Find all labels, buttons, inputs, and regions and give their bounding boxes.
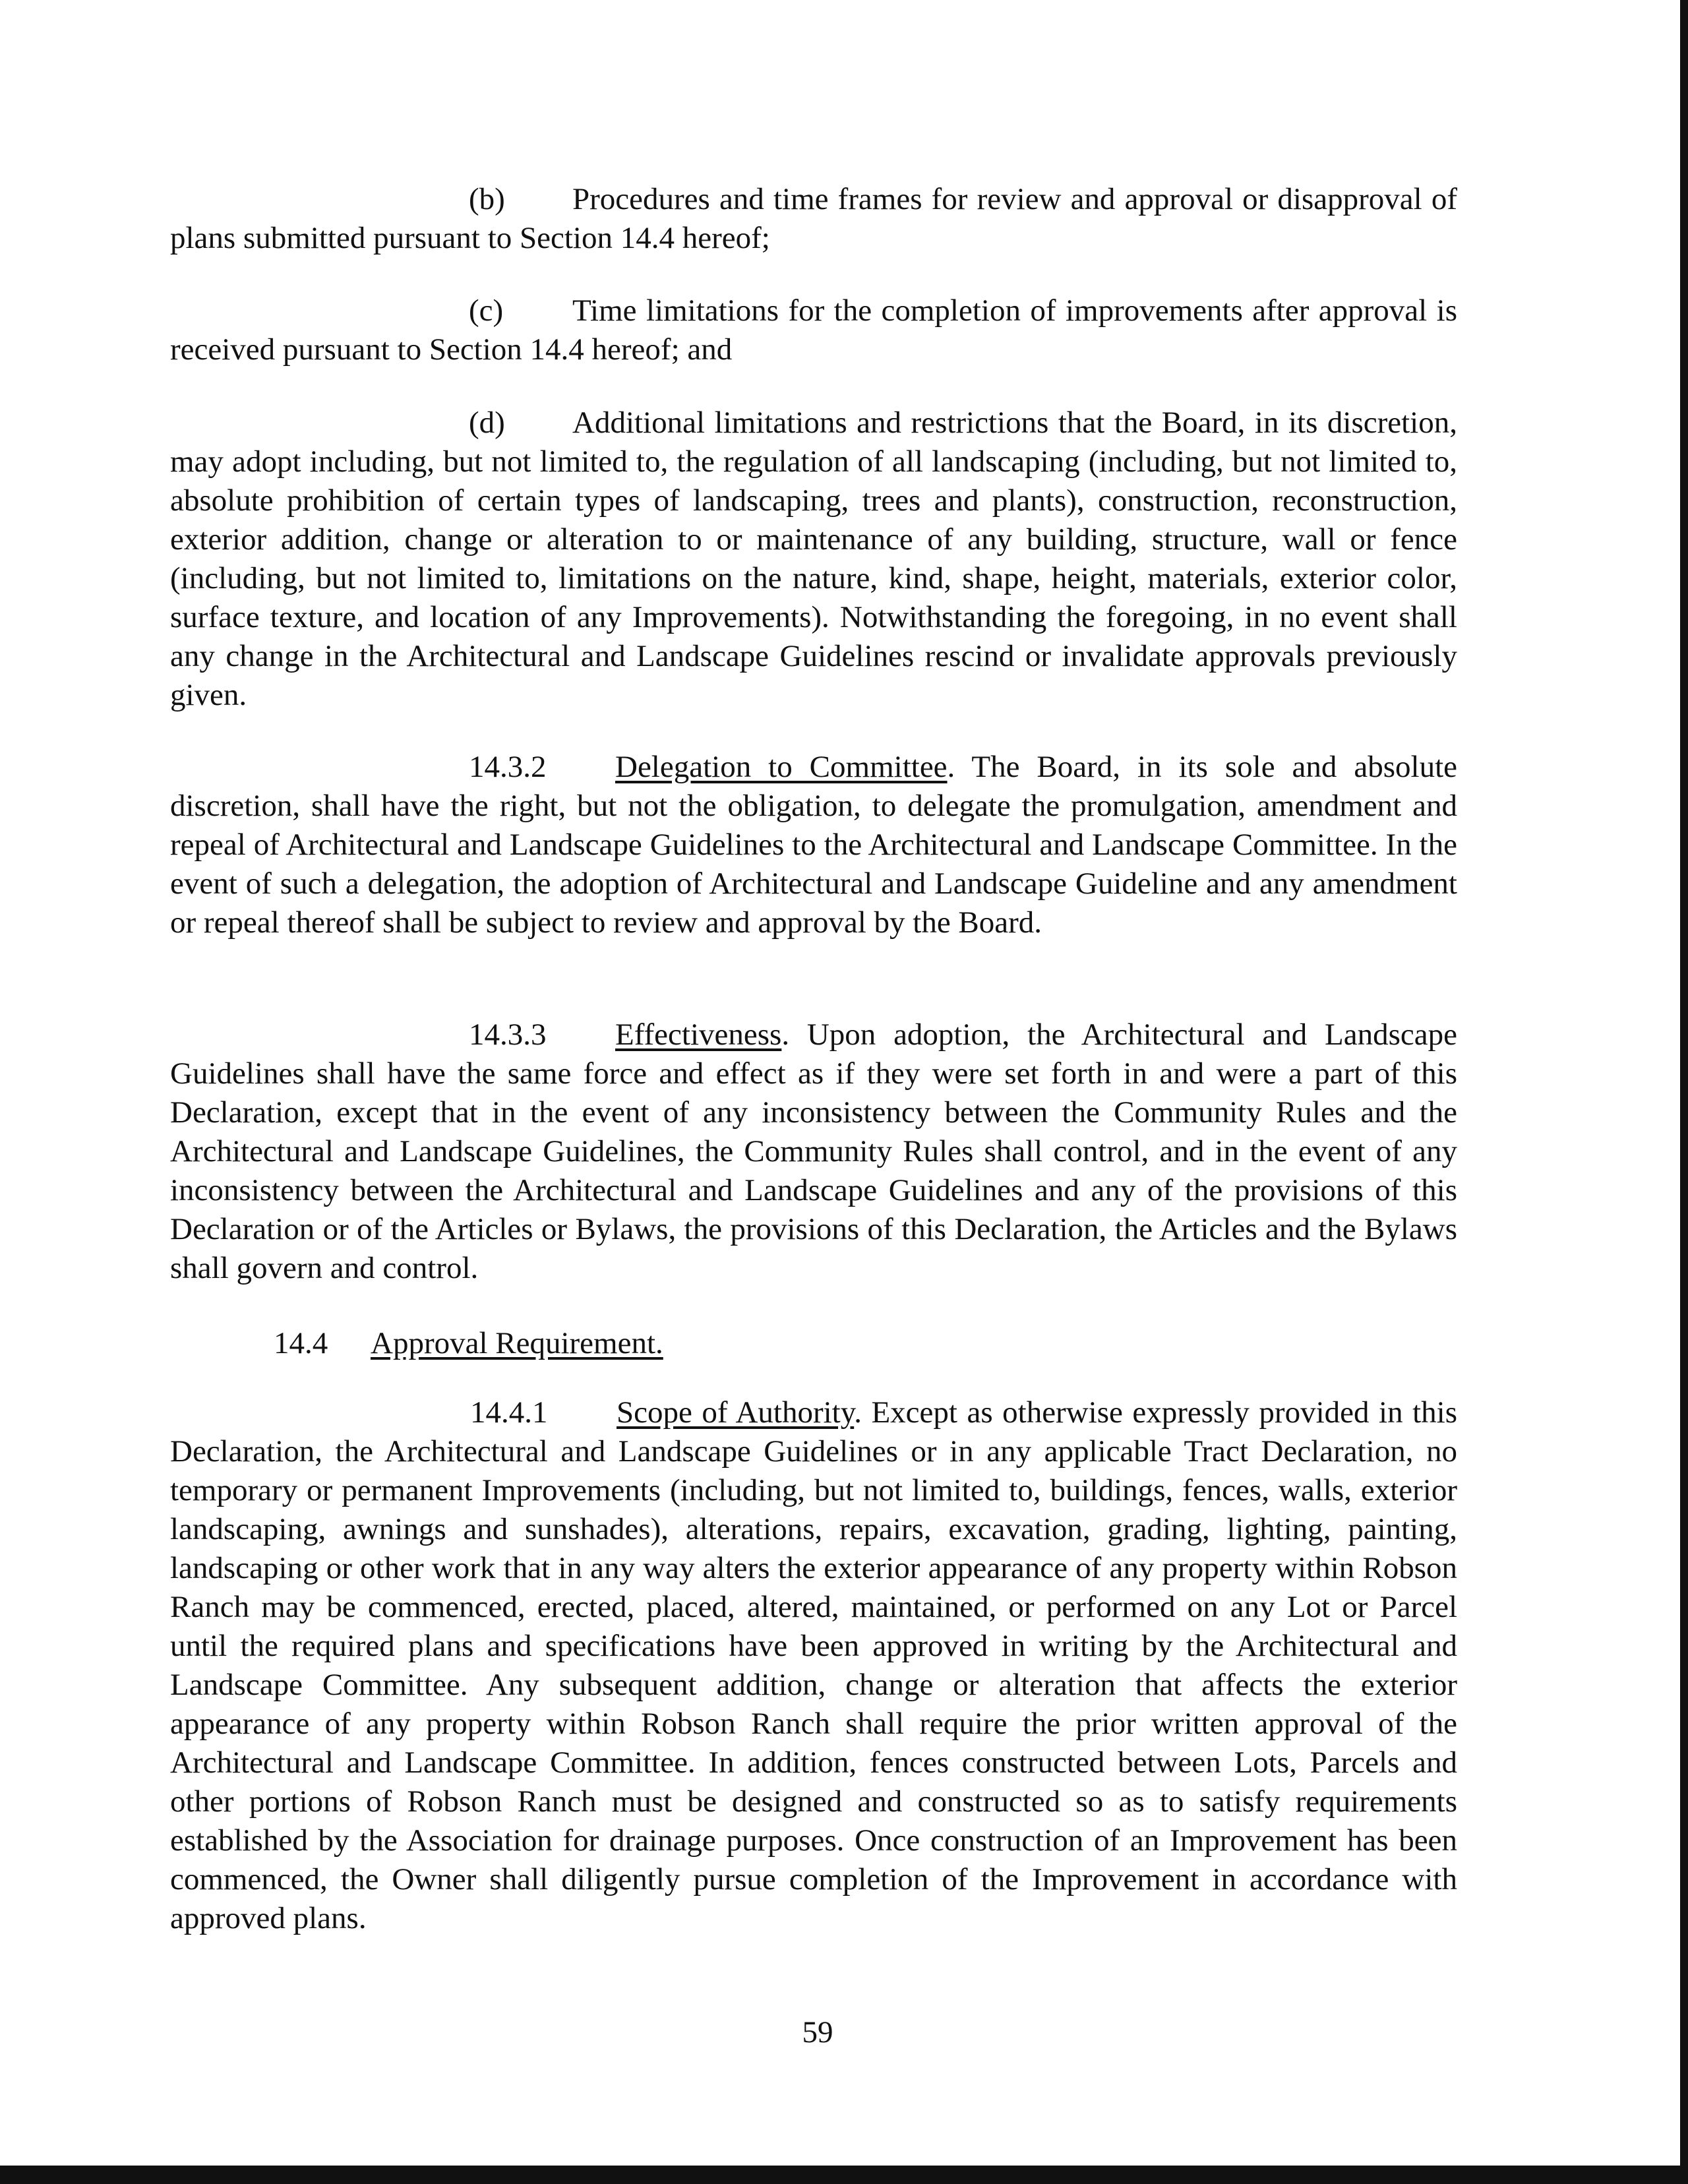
section-14-3-3-text: . Upon adoption, the Architectural and Landscape Guidelines shall have the same force and effect as if they were set forth in and were a part of this Declaration, except that in the event of any inconsistency between the Community Rules and the Architectural and Landscape Guidelines, the Community Rules shall control, and in the event of any inconsistency between the Architectural and Landscape Guidelines and any of the provisions of this Declaration or of the Articles or Bylaws, the provisions of this Declaration, the Articles and the Bylaws shall govern and control. <box>170 1017 1457 1285</box>
section-14-4-heading <box>274 1324 663 1363</box>
paragraph-d-label: (d) <box>469 406 505 440</box>
section-14-4-number: 14.4 <box>274 1326 328 1360</box>
section-14-4-1-title: Scope of Authority <box>617 1395 855 1430</box>
page-number: 59 <box>802 2015 833 2049</box>
paragraph-d <box>170 404 1457 715</box>
paragraph-d-text: Additional limitations and restrictions that the Board, in its discretion, may adopt including, but not limited to, the regulation of all landscaping (including, but not limited to, absolute prohibition of certain types of landscaping, trees and plants), construction, reconstruction, exterior addition, change or alteration to or maintenance of any building, structure, wall or fence (including, but not limited to, limitations on the nature, kind, shape, height, materials, exterior color, surface texture, and location of any Improvements). Notwithstanding the foregoing, in no event shall any change in the Architectural and Landscape Guidelines rescind or invalidate approvals previously given. <box>170 406 1457 712</box>
section-14-4-title: Approval Requirement. <box>371 1326 663 1360</box>
section-14-3-3-title: Effectiveness <box>615 1017 782 1052</box>
section-14-3-2 <box>170 748 1457 942</box>
scan-right-border <box>1680 0 1688 2184</box>
section-14-3-3 <box>170 1016 1457 1288</box>
section-14-3-2-title: Delegation to Committee <box>615 750 948 784</box>
section-14-4-1-number: 14.4.1 <box>470 1395 548 1430</box>
paragraph-b-label: (b) <box>469 182 505 216</box>
section-14-3-2-number: 14.3.2 <box>469 750 547 784</box>
section-14-4-1-text: . Except as otherwise expressly provided in this Declaration, the Architectural and Landscape Guidelines or in any applicable Tract Declaration, no temporary or permanent Improvements (including, but not limited to, buildings, fences, walls, exterior landscaping, awnings and sunshades), alterations, repairs, excavation, grading, lighting, painting, landscaping or other work that in any way alters the exterior appearance of any property within Robson Ranch may be commenced, erected, placed, altered, maintained, or performed on any Lot or Parcel until the required plans and specifications have been approved in writing by the Architectural and Landscape Committee. Any subsequent addition, change or alteration that affects the exterior appearance of any property within Robson Ranch shall require the prior written approval of the Architectural and Landscape Committee. In addition, fences constructed between Lots, Parcels and other portions of Robson Ranch must be designed and constructed so as to satisfy requirements established by the Association for drainage purposes. Once construction of an Improvement has been commenced, the Owner shall diligently pursue completion of the Improvement in accordance with approved plans. <box>170 1395 1457 1935</box>
section-14-3-2-text: . The Board, in its sole and absolute discretion, shall have the right, but not the obligation, to delegate the promulgation, amendment and repeal of Architectural and Landscape Guidelines to the Architectural and Landscape Committee. In the event of such a delegation, the adoption of Architectural and Landscape Guideline and any amendment or repeal thereof shall be subject to review and approval by the Board. <box>170 750 1458 940</box>
paragraph-b-text: Procedures and time frames for review and approval or disapproval of plans submitted pursuant to Section 14.4 hereof; <box>170 182 1457 255</box>
paragraph-c-text: Time limitations for the completion of improvements after approval is received pursuant to Section 14.4 hereof; and <box>170 293 1457 367</box>
section-14-4-1 <box>170 1393 1457 1938</box>
section-14-3-3-number: 14.3.3 <box>469 1017 547 1052</box>
scan-bottom-border <box>0 2166 1688 2184</box>
paragraph-c-label: (c) <box>469 293 504 328</box>
paragraph-b <box>170 180 1457 258</box>
paragraph-c <box>170 291 1457 369</box>
